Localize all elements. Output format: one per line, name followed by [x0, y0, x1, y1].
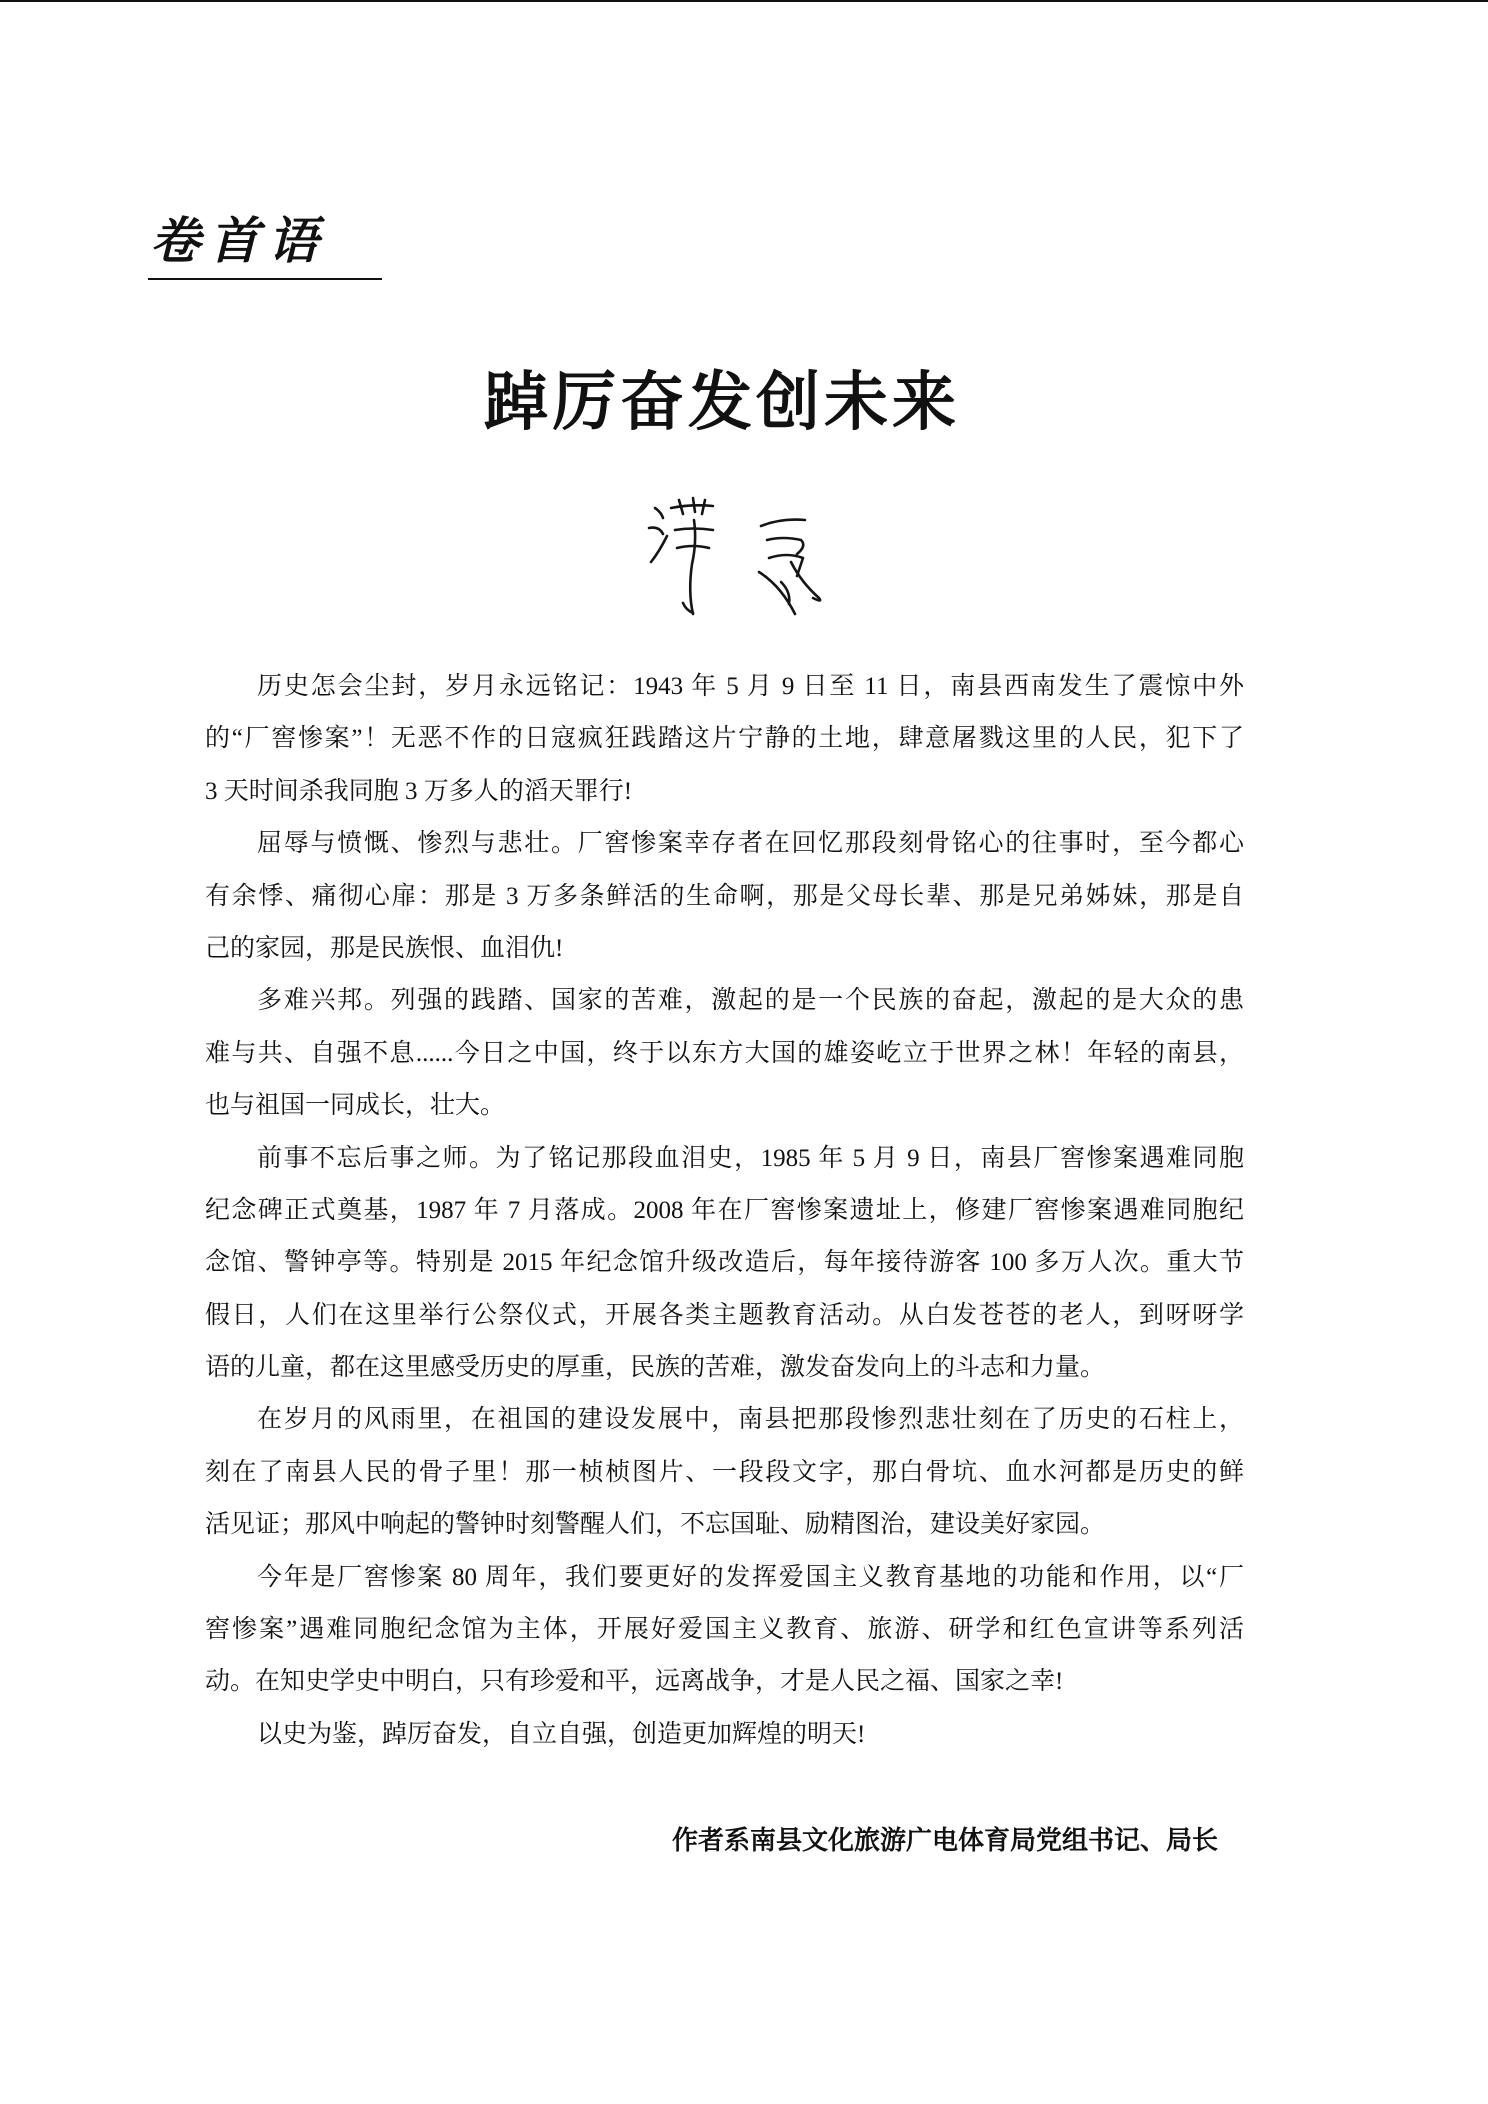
top-border-line — [0, 0, 1488, 2]
author-signature — [641, 490, 832, 617]
text-line: 的“厂窖惨案”！无恶不作的日寇疯狂践踏这片宁静的土地，肆意屠戮这里的人民，犯下了 — [205, 725, 1244, 753]
text-line: 前事不忘后事之师。为了铭记那段血泪史，1985 年 5 月 9 日，南县厂窖惨案遇难同胞 — [257, 1144, 1244, 1172]
article-body — [205, 661, 1244, 1761]
text-line: 多难兴邦。列强的践踏、国家的苦难，激起的是一个民族的奋起，激起的是大众的患 — [257, 987, 1244, 1015]
text-line: 假日，人们在这里举行公祭仪式，开展各类主题教育活动。从白发苍苍的老人，到呀呀学 — [205, 1301, 1244, 1329]
section-heading: 卷首语 — [150, 211, 327, 270]
article-title: 踔厉奋发创未来 — [484, 366, 960, 440]
text-line: 动。在知史学史中明白，只有珍爱和平，远离战争，才是人民之福、国家之幸! — [205, 1668, 1064, 1696]
text-line: 也与祖国一同成长，壮大。 — [205, 1092, 506, 1120]
paragraph — [205, 1133, 1244, 1395]
text-line: 3 天时间杀我同胞 3 万多人的滔天罪行! — [205, 777, 633, 805]
paragraph — [205, 1709, 1244, 1761]
section-heading-underline — [148, 278, 382, 280]
text-line: 难与共、自强不息......今日之中国，终于以东方大国的雄姿屹立于世界之林！年轻的南县， — [205, 1039, 1244, 1067]
text-line: 以史为鉴，踔厉奋发，自立自强，创造更加辉煌的明天! — [257, 1720, 866, 1748]
text-line: 今年是厂窖惨案 80 周年，我们要更好的发挥爱国主义教育基地的功能和作用，以“厂 — [257, 1563, 1244, 1591]
text-line: 历史怎会尘封，岁月永远铭记：1943 年 5 月 9 日至 11 日，南县西南发生了震惊中外 — [257, 673, 1244, 700]
paragraph — [205, 661, 1244, 818]
paragraph — [205, 818, 1244, 975]
text-line: 语的儿童，都在这里感受历史的厚重，民族的苦难，激发奋发向上的斗志和力量。 — [205, 1354, 1106, 1382]
paragraph — [205, 1552, 1244, 1709]
author-note: 作者系南县文化旅游广电体育局党组书记、局长 — [671, 1826, 1218, 1856]
text-line: 己的家园，那是民族恨、血泪仇! — [205, 934, 564, 962]
paragraph — [205, 1394, 1244, 1551]
text-line: 纪念碑正式奠基，1987 年 7 月落成。2008 年在厂窖惨案遗址上，修建厂窖惨案遇难同胞纪 — [205, 1196, 1244, 1224]
text-line: 在岁月的风雨里，在祖国的建设发展中，南县把那段惨烈悲壮刻在了历史的石柱上， — [257, 1406, 1244, 1434]
text-line: 活见证；那风中响起的警钟时刻警醒人们，不忘国耻、励精图治，建设美好家园。 — [205, 1511, 1106, 1539]
text-line: 刻在了南县人民的骨子里！那一桢桢图片、一段段文字，那白骨坑、血水河都是历史的鲜 — [205, 1458, 1244, 1486]
paragraph — [205, 975, 1244, 1132]
text-line: 念馆、警钟亭等。特别是 2015 年纪念馆升级改造后，每年接待游客 100 多万人次。重大节 — [205, 1249, 1244, 1277]
text-line: 窖惨案”遇难同胞纪念馆为主体，开展好爱国主义教育、旅游、研学和红色宣讲等系列活 — [205, 1616, 1244, 1644]
text-line: 有余悸、痛彻心扉：那是 3 万多条鲜活的生命啊，那是父母长辈、那是兄弟姊妹，那是自 — [205, 882, 1244, 910]
text-line: 屈辱与愤慨、惨烈与悲壮。厂窖惨案幸存者在回忆那段刻骨铭心的往事时，至今都心 — [257, 830, 1244, 858]
